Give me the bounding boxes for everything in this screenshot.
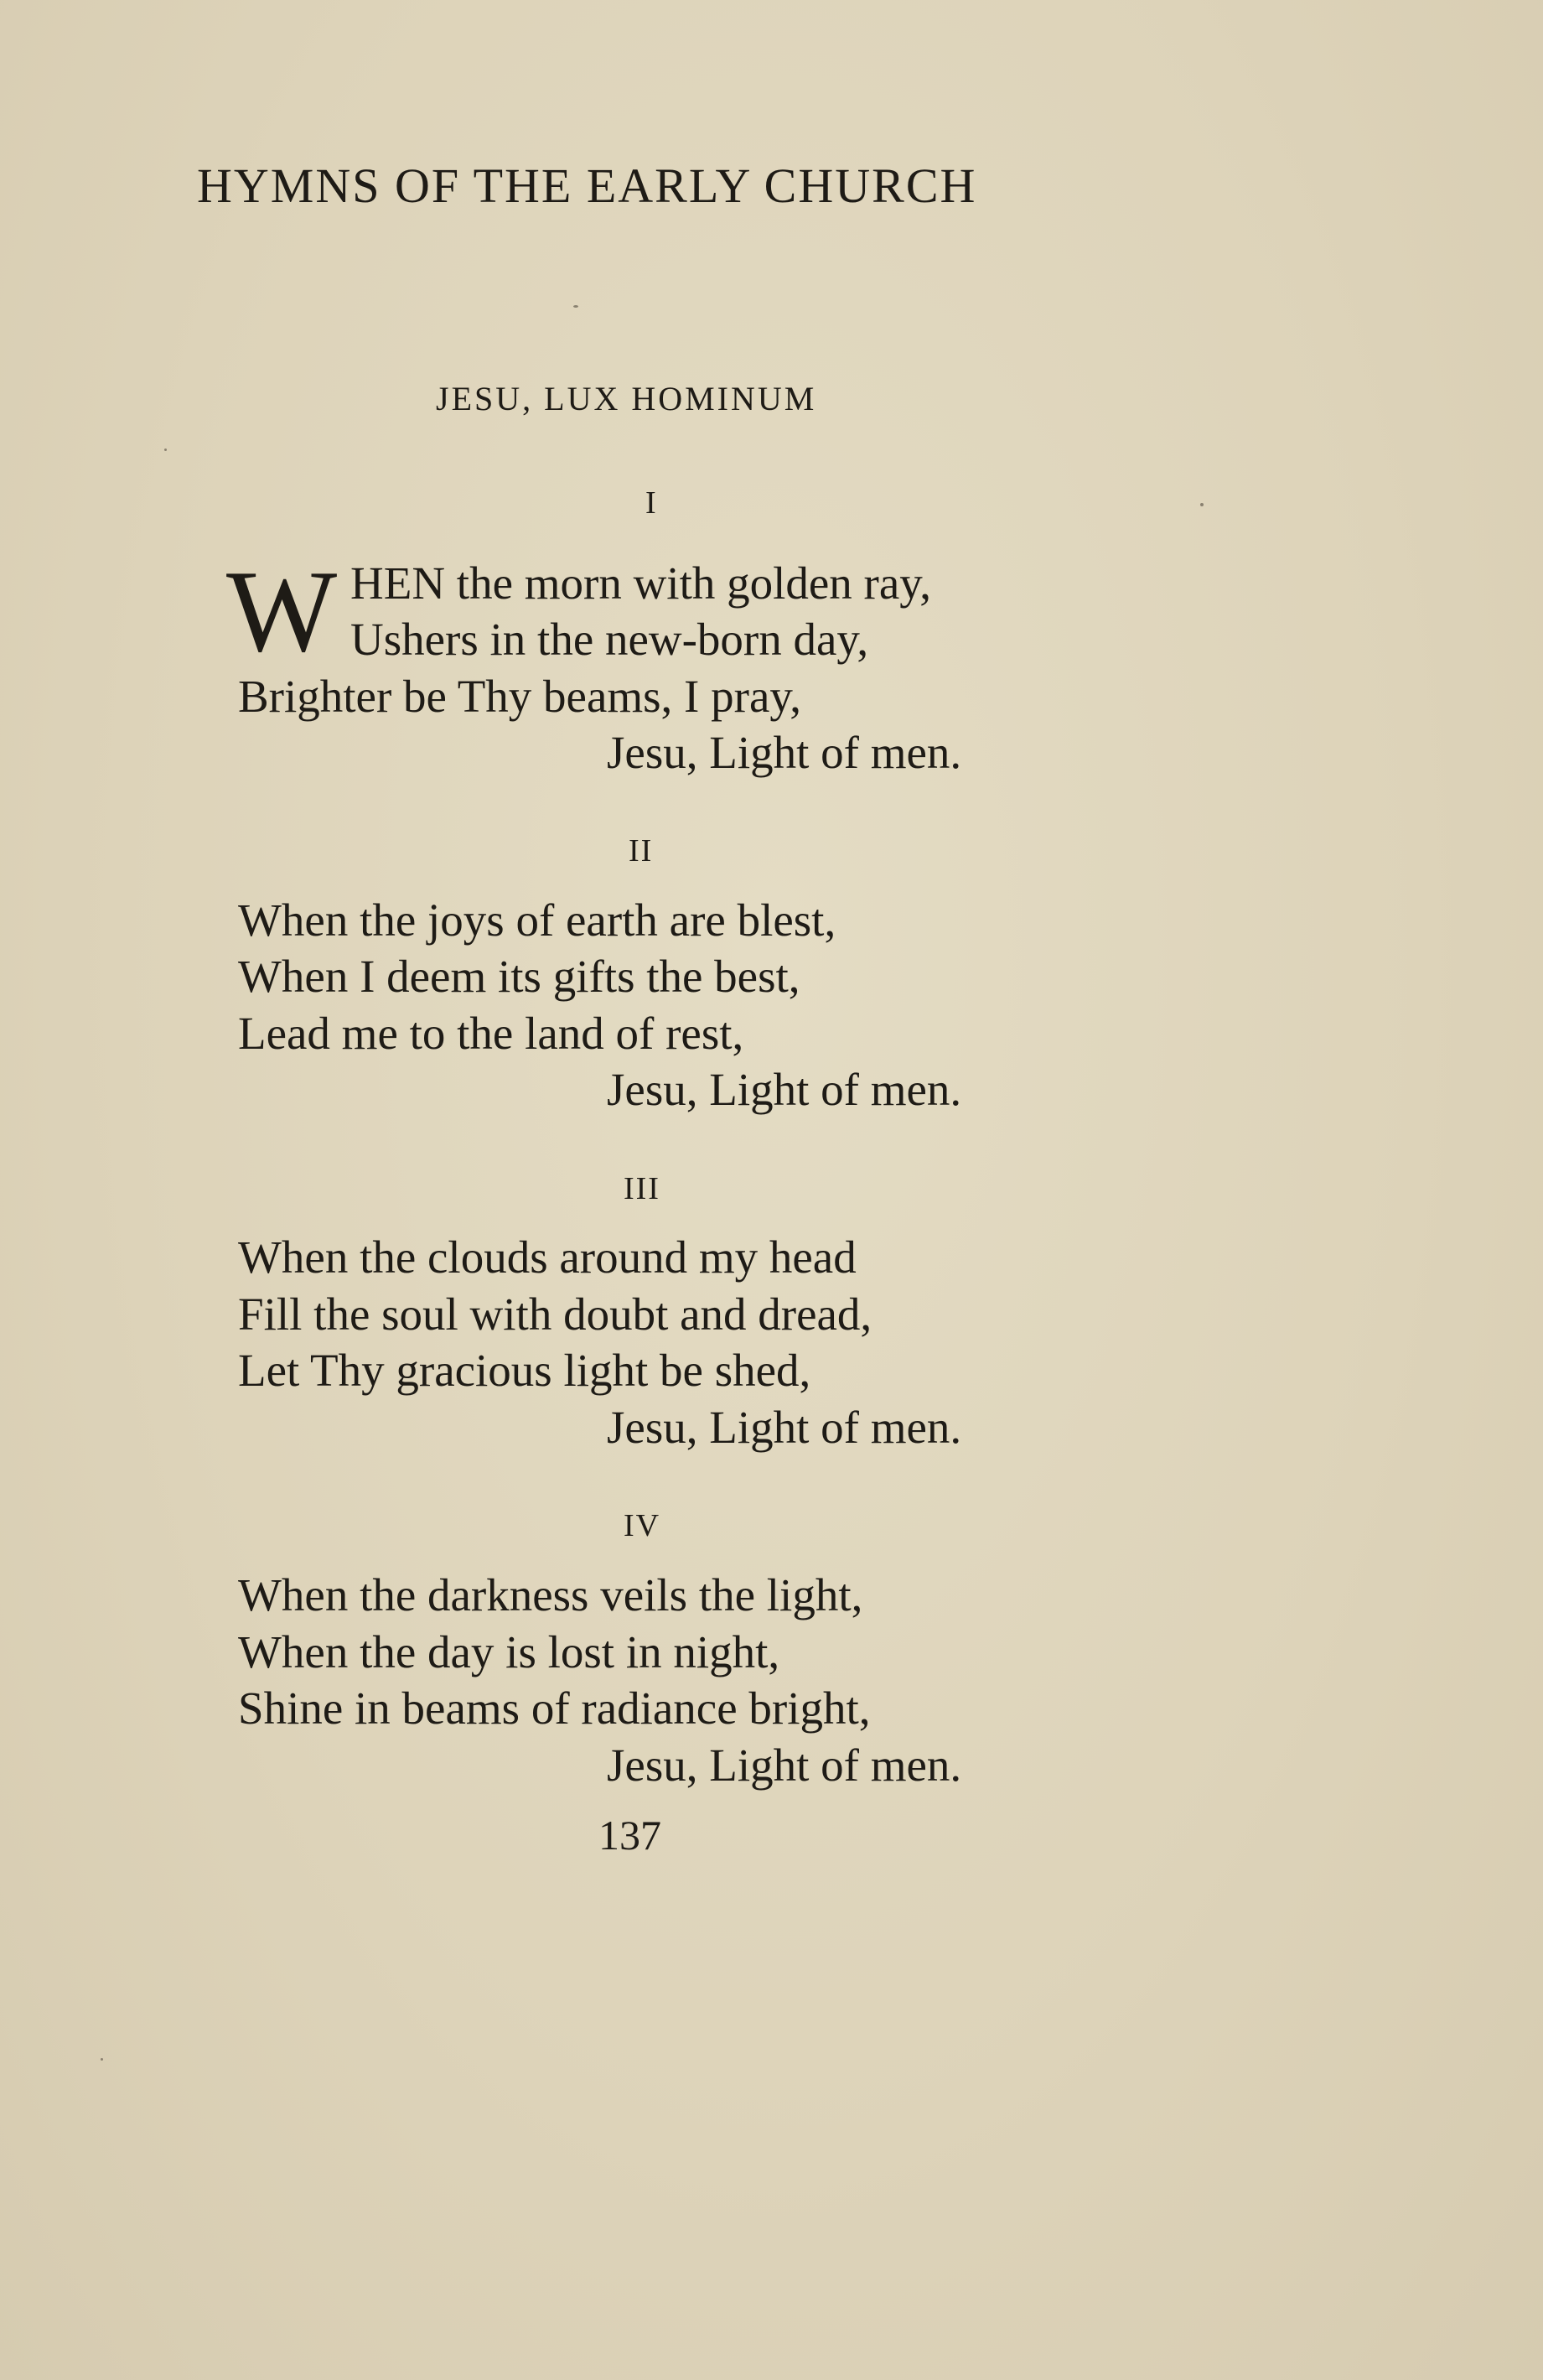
stanza-3-line-1: When the clouds around my head (238, 1231, 857, 1283)
stanza-1-refrain: Jesu, Light of men. (607, 727, 962, 778)
stanza-1-line-2: Ushers in the new-born day, (350, 614, 869, 665)
stanza-numeral-3: III (624, 1171, 660, 1206)
drop-cap: W (226, 547, 338, 677)
paper-speck (1200, 503, 1204, 506)
hymn-title: JESU, LUX HOMINUM (436, 380, 817, 417)
paper-speck (573, 305, 578, 308)
stanza-3-line-2: Fill the soul with doubt and dread, (238, 1289, 872, 1340)
page-number: 137 (598, 1812, 661, 1859)
stanza-2-refrain: Jesu, Light of men. (607, 1064, 962, 1115)
stanza-numeral-2: II (629, 833, 654, 869)
paper-speck (101, 2058, 103, 2061)
stanza-4-line-2: When the day is lost in night, (238, 1626, 780, 1677)
paper-speck (164, 449, 167, 451)
stanza-3-refrain: Jesu, Light of men. (607, 1402, 962, 1453)
stanza-numeral-1: I (645, 485, 658, 521)
stanza-4-line-1: When the darkness veils the light, (238, 1569, 863, 1620)
stanza-3-line-3: Let Thy gracious light be shed, (238, 1345, 811, 1396)
stanza-4-line-3: Shine in beams of radiance bright, (238, 1683, 871, 1734)
running-head: HYMNS OF THE EARLY CHURCH (197, 158, 977, 213)
stanza-numeral-4: IV (624, 1508, 661, 1543)
stanza-4-refrain: Jesu, Light of men. (607, 1740, 962, 1791)
stanza-1-line-1: HEN the morn with golden ray, (350, 557, 931, 609)
stanza-2-line-1: When the joys of earth are blest, (238, 894, 836, 946)
stanza-2-line-3: Lead me to the land of rest, (238, 1008, 744, 1059)
stanza-1-line-3: Brighter be Thy beams, I pray, (238, 671, 802, 722)
stanza-2-line-2: When I deem its gifts the best, (238, 951, 800, 1002)
